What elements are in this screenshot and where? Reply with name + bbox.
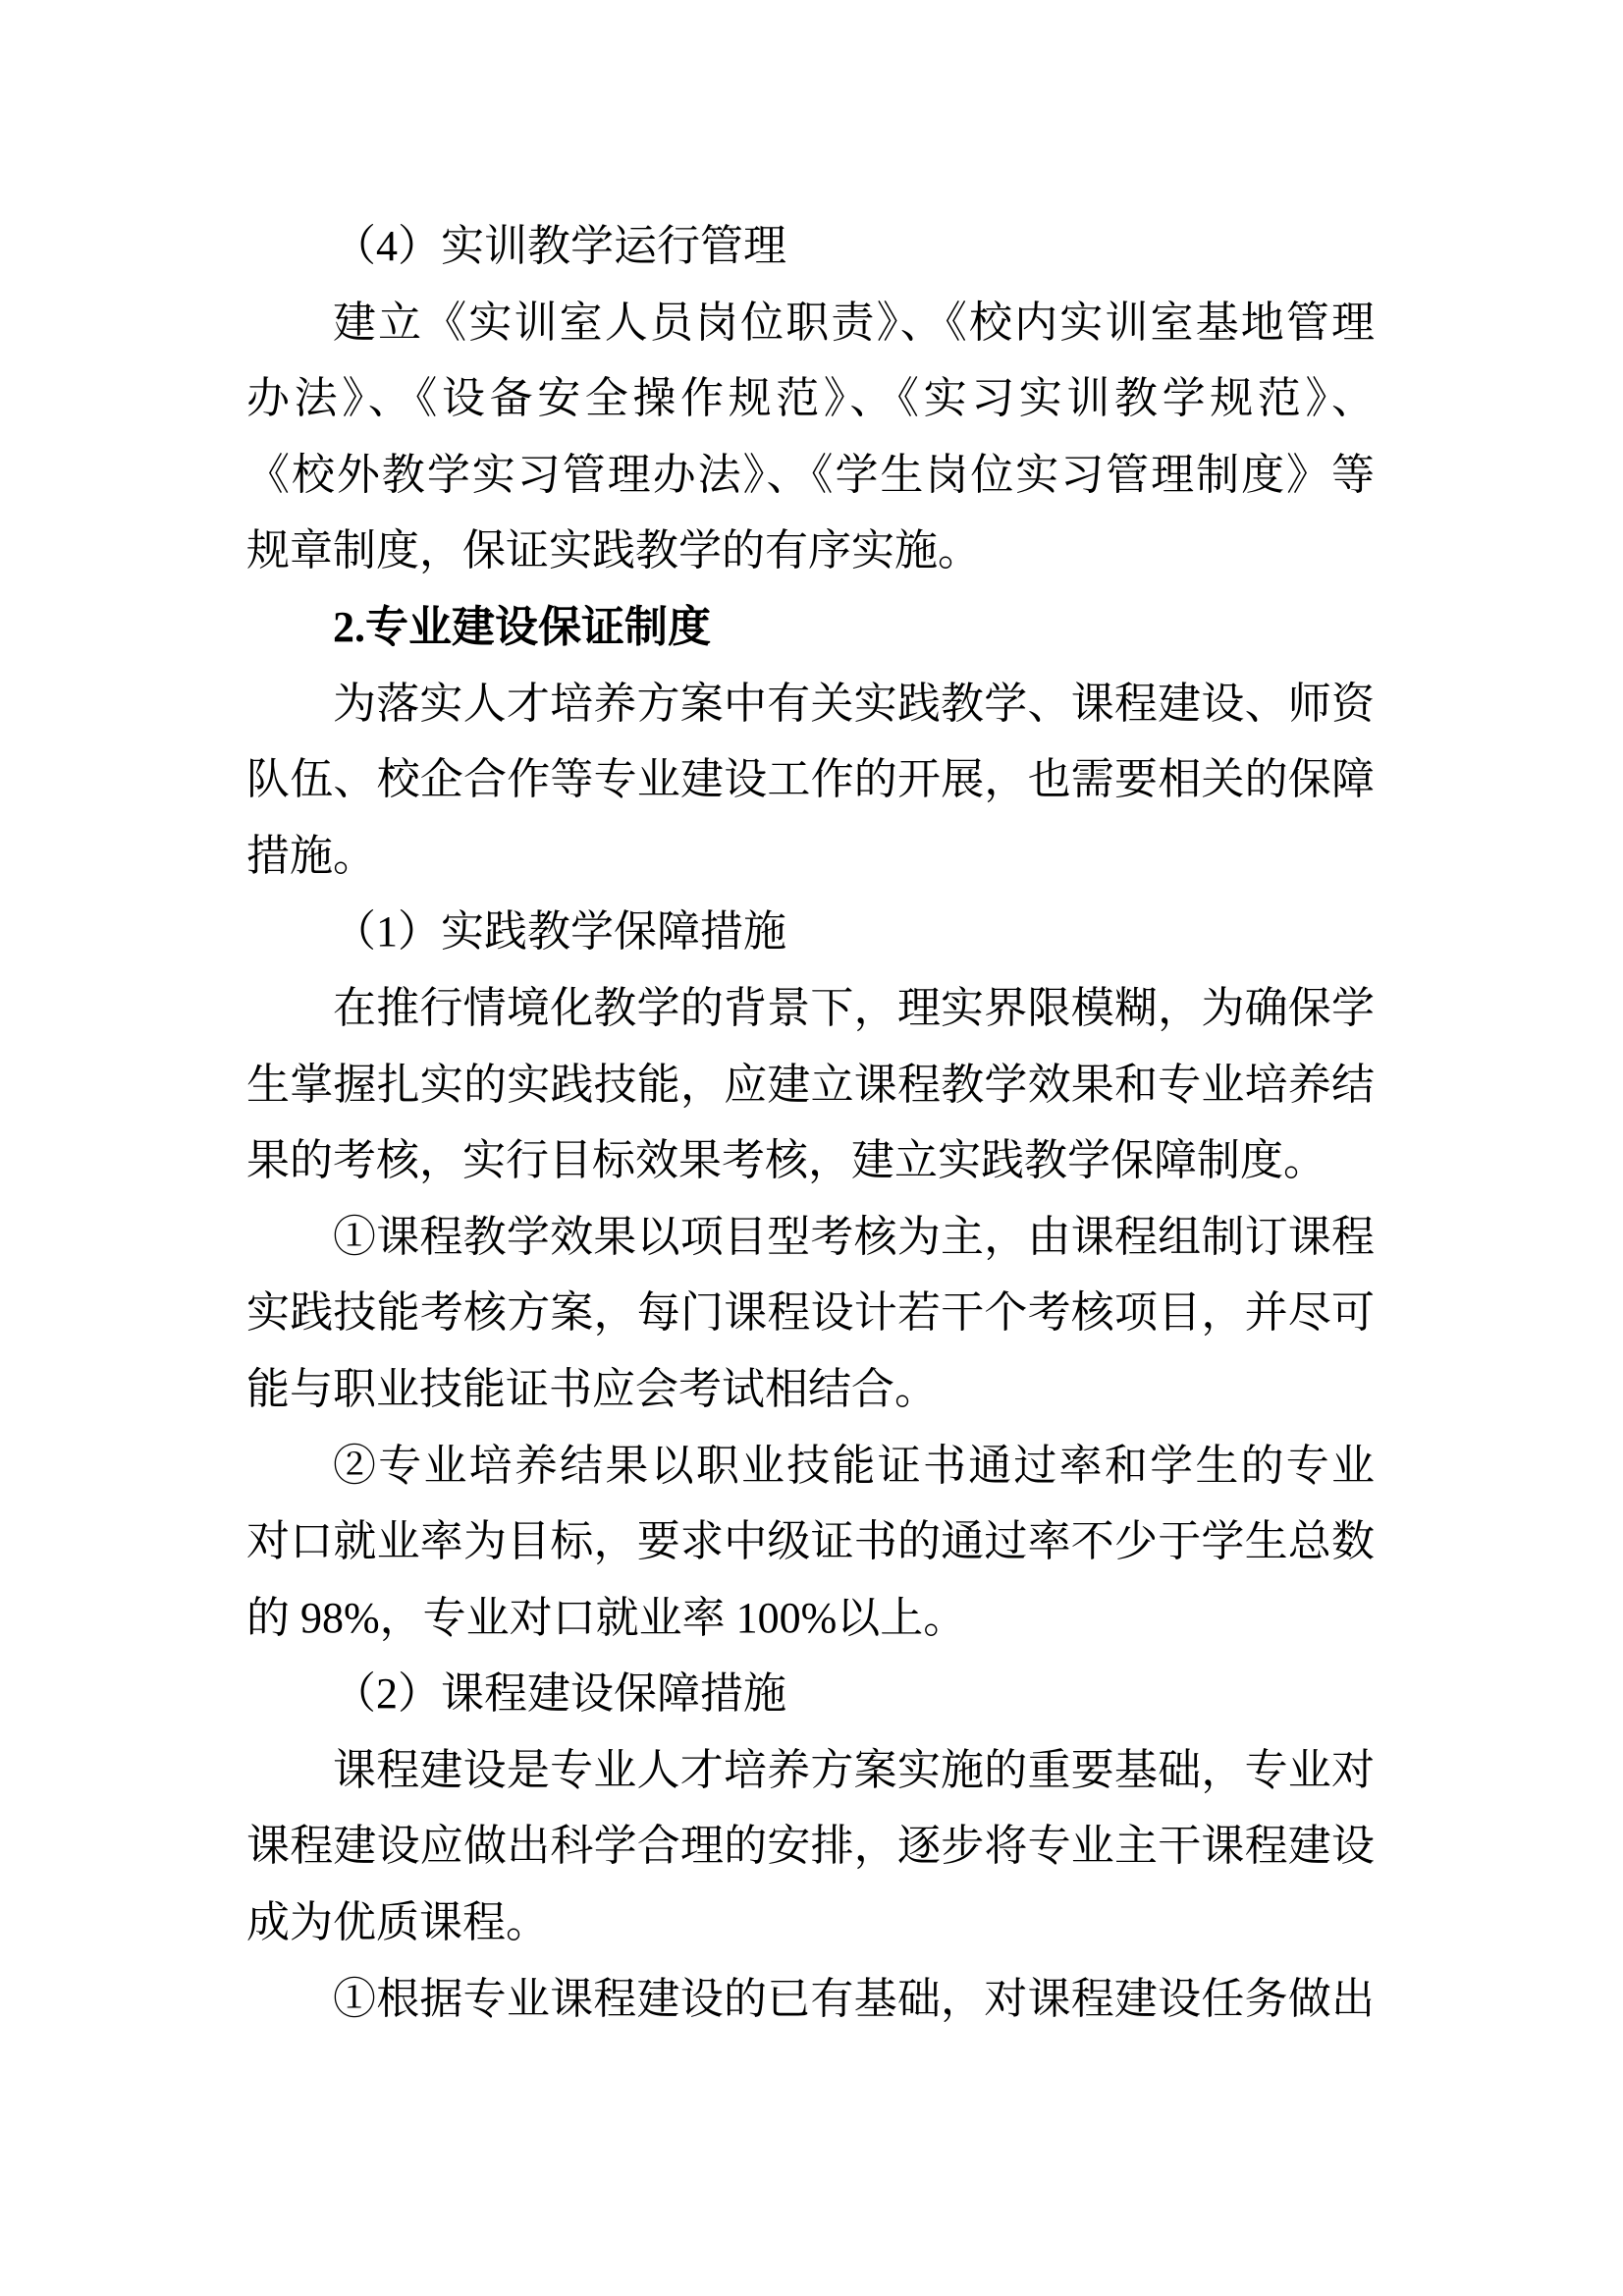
paragraph-line: 果的考核，实行目标效果考核，建立实践教学保障制度。	[246, 1136, 1326, 1185]
numbered-item-1-line: ①根据专业课程建设的已有基础，对课程建设任务做出	[333, 1974, 1375, 2023]
paragraph-line: 课程建设应做出科学合理的安排，逐步将专业主干课程建设	[246, 1822, 1375, 1871]
paragraph-line: 生掌握扎实的实践技能，应建立课程教学效果和专业培养结	[246, 1060, 1375, 1109]
paragraph-line: 办法》、《设备安全操作规范》、《实习实训教学规范》、	[246, 374, 1375, 423]
paragraph-line: 队伍、校企合作等专业建设工作的开展，也需要相关的保障	[246, 755, 1375, 804]
numbered-item-2-line: ②专业培养结果以职业技能证书通过率和学生的专业	[333, 1441, 1375, 1490]
sub-heading-4: （4）实训教学运行管理	[333, 222, 786, 270]
paragraph-line: 能与职业技能证书应会考试相结合。	[246, 1364, 938, 1413]
sub-heading-2: （2）课程建设保障措施	[333, 1669, 786, 1719]
section-heading-2: 2.专业建设保证制度	[333, 602, 711, 651]
paragraph-line: 课程建设是专业人才培养方案实施的重要基础，专业对	[333, 1745, 1375, 1794]
paragraph-line: 《校外教学实习管理办法》、《学生岗位实习管理制度》等	[246, 450, 1375, 499]
paragraph-line: 规章制度，保证实践教学的有序实施。	[246, 526, 981, 575]
sub-heading-1: （1）实践教学保障措施	[333, 907, 786, 957]
paragraph-line: 的 98%，专业对口就业率 100%以上。	[246, 1593, 967, 1642]
paragraph-line: 实践技能考核方案，每门课程设计若干个考核项目，并尽可	[246, 1288, 1375, 1338]
numbered-item-1-line: ①课程教学效果以项目型考核为主，由课程组制订课程	[333, 1212, 1375, 1261]
paragraph-line: 建立《实训室人员岗位职责》、《校内实训室基地管理	[333, 298, 1375, 347]
page-text-block	[246, 208, 1375, 2037]
paragraph-line: 措施。	[246, 831, 376, 880]
paragraph-line: 成为优质课程。	[246, 1898, 549, 1947]
paragraph-line: 在推行情境化教学的背景下，理实界限模糊，为确保学	[333, 983, 1375, 1032]
paragraph-line: 对口就业率为目标，要求中级证书的通过率不少于学生总数	[246, 1517, 1375, 1566]
paragraph-line: 为落实人才培养方案中有关实践教学、课程建设、师资	[333, 679, 1375, 728]
